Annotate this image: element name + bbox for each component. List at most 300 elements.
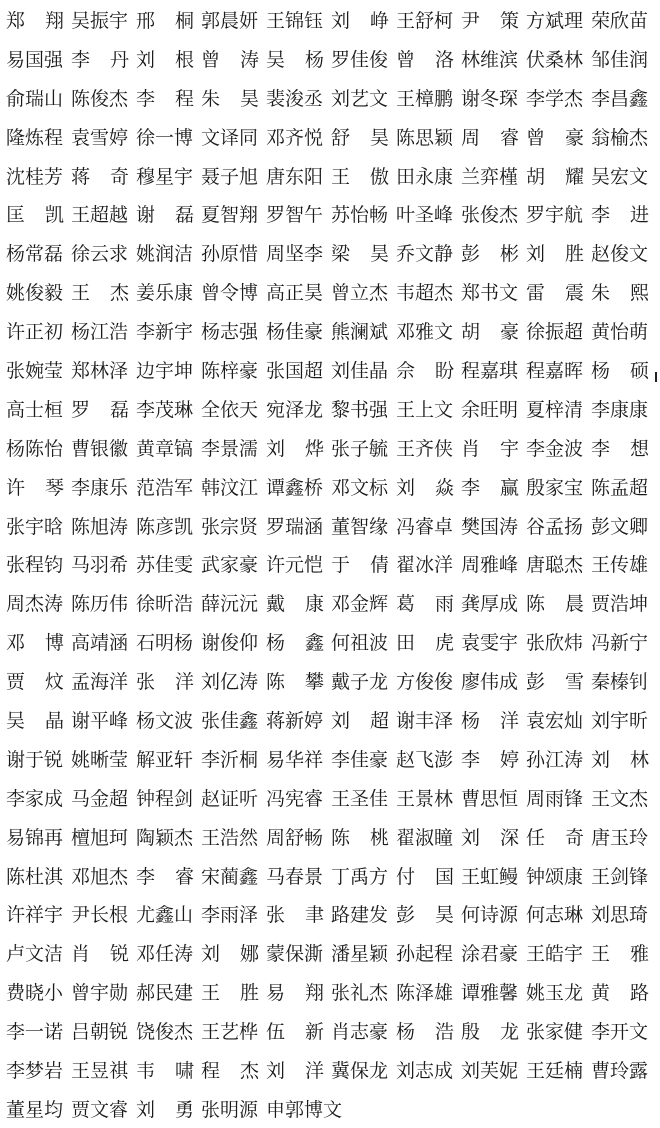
name-entry: 黄 路 [591, 982, 649, 1005]
name-entry: 武家豪 [201, 554, 259, 577]
name-entry: 张婉莹 [6, 359, 64, 382]
name-entry: 王廷楠 [526, 1059, 584, 1082]
name-entry: 郑 翔 [6, 9, 64, 32]
name-entry: 彭文卿 [591, 515, 649, 538]
name-entry: 钟颂康 [526, 865, 584, 888]
name-entry: 林维滨 [461, 48, 519, 71]
name-entry: 易国强 [6, 48, 64, 71]
name-entry: 张欣炜 [526, 632, 584, 655]
name-entry: 杨陈怡 [6, 437, 64, 460]
name-entry: 陈俊杰 [71, 87, 129, 110]
name-entry: 刘 根 [136, 48, 194, 71]
name-entry: 董智缘 [331, 515, 389, 538]
name-entry: 郭晨妍 [201, 9, 259, 32]
name-entry: 陈思颖 [396, 126, 454, 149]
name-entry: 余旺明 [461, 398, 519, 421]
name-entry: 徐振超 [526, 321, 584, 344]
name-entry: 刘亿涛 [201, 671, 259, 694]
name-entry: 唐聪杰 [526, 554, 584, 577]
name-entry: 袁雯宇 [461, 632, 519, 655]
name-entry: 孙原惜 [201, 243, 259, 266]
name-entry: 刘佳晶 [331, 359, 389, 382]
name-entry: 蒋 奇 [71, 165, 129, 188]
name-entry: 全依天 [201, 398, 259, 421]
name-entry: 穆星宇 [136, 165, 194, 188]
name-entry: 王虹鳗 [461, 865, 519, 888]
name-entry: 韦 啸 [136, 1059, 194, 1082]
name-entry: 李茂琳 [136, 398, 194, 421]
name-entry: 刘 深 [461, 826, 519, 849]
name-entry: 陶颖杰 [136, 826, 194, 849]
name-entry: 苏佳雯 [136, 554, 194, 577]
name-entry: 邓齐悦 [266, 126, 324, 149]
name-entry: 张 聿 [266, 904, 324, 927]
name-entry: 陈泽雄 [396, 982, 454, 1005]
name-entry: 蒋新婷 [266, 709, 324, 732]
name-entry: 孙江涛 [526, 748, 584, 771]
name-row [6, 194, 656, 233]
name-entry: 张宇晗 [6, 515, 64, 538]
name-entry: 翁榆杰 [591, 126, 649, 149]
name-entry: 吴 杨 [266, 48, 324, 71]
name-entry: 徐云求 [71, 243, 129, 266]
name-entry: 邓 博 [6, 632, 64, 655]
name-entry: 费晓小 [6, 982, 64, 1005]
name-entry: 夏梓清 [526, 398, 584, 421]
name-entry: 聂子旭 [201, 165, 259, 188]
name-entry: 谢 磊 [136, 204, 194, 227]
name-row [6, 311, 656, 350]
name-entry: 曾 涛 [201, 48, 259, 71]
name-row [6, 933, 656, 972]
name-entry: 李雨泽 [201, 904, 259, 927]
name-entry: 谢于锐 [6, 748, 64, 771]
name-entry: 曾 豪 [526, 126, 584, 149]
name-entry: 廖伟成 [461, 671, 519, 694]
name-row [6, 389, 656, 428]
name-entry: 曾宇勋 [71, 982, 129, 1005]
name-entry: 陈 晨 [526, 593, 584, 616]
name-entry: 吴振宇 [71, 9, 129, 32]
name-entry: 尤鑫山 [136, 904, 194, 927]
name-entry: 蒙保澌 [266, 943, 324, 966]
name-entry: 谢冬琛 [461, 87, 519, 110]
name-entry: 方斌理 [526, 9, 584, 32]
name-entry: 王锦钰 [266, 9, 324, 32]
name-entry: 夏智翔 [201, 204, 259, 227]
name-entry: 戴子龙 [331, 671, 389, 694]
name-entry: 边宇坤 [136, 359, 194, 382]
name-entry: 程 杰 [201, 1059, 259, 1082]
name-row [6, 156, 656, 195]
name-entry: 翟冰洋 [396, 554, 454, 577]
name-entry: 裴浚丞 [266, 87, 324, 110]
name-entry: 姚晰莹 [71, 748, 129, 771]
name-entry: 王上文 [396, 398, 454, 421]
name-entry: 郝民建 [136, 982, 194, 1005]
name-entry: 苏怡畅 [331, 204, 389, 227]
name-entry: 尹长根 [71, 904, 129, 927]
name-entry: 舒 昊 [331, 126, 389, 149]
name-entry: 刘宇昕 [591, 709, 649, 732]
name-entry: 杨 浩 [396, 1021, 454, 1044]
name-entry: 周坚李 [266, 243, 324, 266]
name-entry: 贾浩坤 [591, 593, 649, 616]
name-entry: 邢 桐 [136, 9, 194, 32]
name-entry: 刘芙妮 [461, 1059, 519, 1082]
name-entry: 杨志强 [201, 321, 259, 344]
name-entry: 李新宇 [136, 321, 194, 344]
name-entry: 徐昕浩 [136, 593, 194, 616]
name-entry: 尹 策 [461, 9, 519, 32]
name-entry: 陈孟超 [591, 476, 649, 499]
name-row [6, 972, 656, 1011]
name-entry: 许元恺 [266, 554, 324, 577]
name-entry: 马金超 [71, 787, 129, 810]
name-entry: 贾文睿 [71, 1098, 129, 1121]
name-entry: 李康康 [591, 398, 649, 421]
name-row [6, 544, 656, 583]
name-entry: 曹银徽 [71, 437, 129, 460]
name-entry: 李 进 [591, 204, 649, 227]
name-entry: 王 傲 [331, 165, 389, 188]
name-row [6, 78, 656, 117]
name-entry: 周舒畅 [266, 826, 324, 849]
name-entry: 杨文波 [136, 709, 194, 732]
name-entry: 李昌鑫 [591, 87, 649, 110]
name-entry: 韩汶江 [201, 476, 259, 499]
name-entry: 张 洋 [136, 671, 194, 694]
name-entry: 雷 震 [526, 282, 584, 305]
name-entry: 许正初 [6, 321, 64, 344]
name-entry: 谢平峰 [71, 709, 129, 732]
name-entry: 王文杰 [591, 787, 649, 810]
name-entry: 兰弈槿 [461, 165, 519, 188]
name-entry: 薛沅沅 [201, 593, 259, 616]
name-entry: 高靖涵 [71, 632, 129, 655]
name-entry: 郑林泽 [71, 359, 129, 382]
name-entry: 李 睿 [136, 865, 194, 888]
name-entry: 戴 康 [266, 593, 324, 616]
name-entry: 张宗贤 [201, 515, 259, 538]
name-entry: 刘 洋 [266, 1059, 324, 1082]
name-entry: 刘艺文 [331, 87, 389, 110]
name-entry: 何诗源 [461, 904, 519, 927]
name-entry: 曹玲露 [591, 1059, 649, 1082]
name-row [6, 350, 656, 389]
name-entry: 叶圣峰 [396, 204, 454, 227]
name-entry: 王 胜 [201, 982, 259, 1005]
name-row [6, 39, 656, 78]
name-entry: 沈桂芳 [6, 165, 64, 188]
name-entry: 伏桑林 [526, 48, 584, 71]
name-entry: 杨 硕 [591, 359, 649, 382]
name-entry: 申郭博文 [266, 1098, 343, 1121]
name-entry: 方俊俊 [396, 671, 454, 694]
name-entry: 贾 炆 [6, 671, 64, 694]
name-entry: 刘 娜 [201, 943, 259, 966]
name-entry: 黎书强 [331, 398, 389, 421]
name-entry: 俞瑞山 [6, 87, 64, 110]
name-row [6, 622, 656, 661]
name-row [6, 272, 656, 311]
name-entry: 丁禹方 [331, 865, 389, 888]
name-entry: 张家健 [526, 1021, 584, 1044]
name-entry: 程嘉琪 [461, 359, 519, 382]
name-entry: 殷家宝 [526, 476, 584, 499]
name-entry: 许 琴 [6, 476, 64, 499]
name-entry: 何祖波 [331, 632, 389, 655]
name-entry: 董星均 [6, 1098, 64, 1121]
name-entry: 周雅峰 [461, 554, 519, 577]
name-entry: 肖志豪 [331, 1021, 389, 1044]
name-entry: 罗 磊 [71, 398, 129, 421]
name-entry: 杨 鑫 [266, 632, 324, 655]
name-entry: 冯宪睿 [266, 787, 324, 810]
name-entry: 吴 晶 [6, 709, 64, 732]
name-row [6, 0, 656, 39]
name-row [6, 1050, 656, 1089]
name-entry: 谢俊仰 [201, 632, 259, 655]
name-entry: 饶俊杰 [136, 1021, 194, 1044]
name-entry: 殷 龙 [461, 1021, 519, 1044]
name-entry: 李 赢 [461, 476, 519, 499]
name-row [6, 428, 656, 467]
name-entry: 姚润洁 [136, 243, 194, 266]
name-row [6, 700, 656, 739]
name-entry: 高正昊 [266, 282, 324, 305]
name-entry: 石明杨 [136, 632, 194, 655]
name-entry: 李一诺 [6, 1021, 64, 1044]
name-entry: 易 翔 [266, 982, 324, 1005]
name-row [6, 506, 656, 545]
name-entry: 谢丰泽 [396, 709, 454, 732]
name-entry: 周 睿 [461, 126, 519, 149]
name-entry: 胡 耀 [526, 165, 584, 188]
name-entry: 陈历伟 [71, 593, 129, 616]
name-entry: 荣欣苗 [591, 9, 649, 32]
name-entry: 程嘉晖 [526, 359, 584, 382]
name-entry: 王传雄 [591, 554, 649, 577]
name-entry: 张礼杰 [331, 982, 389, 1005]
name-entry: 王 杰 [71, 282, 129, 305]
name-entry: 陈 桃 [331, 826, 389, 849]
name-entry: 朱 熙 [591, 282, 649, 305]
name-entry: 潘星颖 [331, 943, 389, 966]
name-entry: 宛泽龙 [266, 398, 324, 421]
name-entry: 文译同 [201, 126, 259, 149]
name-row [6, 233, 656, 272]
name-entry: 张佳鑫 [201, 709, 259, 732]
name-entry: 易锦再 [6, 826, 64, 849]
name-entry: 冯睿卓 [396, 515, 454, 538]
name-entry: 王皓宇 [526, 943, 584, 966]
name-entry: 李家成 [6, 787, 64, 810]
name-entry: 刘 烨 [266, 437, 324, 460]
name-entry: 胡 豪 [461, 321, 519, 344]
name-entry: 袁宏灿 [526, 709, 584, 732]
name-entry: 冯新宁 [591, 632, 649, 655]
name-entry: 王圣佳 [331, 787, 389, 810]
name-entry: 张俊杰 [461, 204, 519, 227]
name-entry: 马春景 [266, 865, 324, 888]
name-row [6, 739, 656, 778]
name-entry: 赵俊文 [591, 243, 649, 266]
name-entry: 李佳豪 [331, 748, 389, 771]
name-entry: 曾立杰 [331, 282, 389, 305]
name-entry: 李康乐 [71, 476, 129, 499]
name-entry: 朱 昊 [201, 87, 259, 110]
name-entry: 钟程剑 [136, 787, 194, 810]
name-entry: 罗瑞涵 [266, 515, 324, 538]
name-entry: 谭雅馨 [461, 982, 519, 1005]
name-entry: 解亚轩 [136, 748, 194, 771]
name-entry: 王剑锋 [591, 865, 649, 888]
name-entry: 孙起程 [396, 943, 454, 966]
name-entry: 赵飞澎 [396, 748, 454, 771]
name-entry: 刘 峥 [331, 9, 389, 32]
name-entry: 王艺桦 [201, 1021, 259, 1044]
name-entry: 李金波 [526, 437, 584, 460]
name-list-grid [6, 0, 656, 1128]
name-entry: 姚玉龙 [526, 982, 584, 1005]
name-row [6, 661, 656, 700]
name-entry: 刘 胜 [526, 243, 584, 266]
name-entry: 曹思恒 [461, 787, 519, 810]
name-entry: 隆炼程 [6, 126, 64, 149]
name-entry: 王齐侠 [396, 437, 454, 460]
name-entry: 路建发 [331, 904, 389, 927]
name-entry: 邓金辉 [331, 593, 389, 616]
name-entry: 陈杜淇 [6, 865, 64, 888]
name-entry: 陈 攀 [266, 671, 324, 694]
name-row [6, 117, 656, 156]
name-entry: 刘 超 [331, 709, 389, 732]
name-entry: 乔文静 [396, 243, 454, 266]
name-entry: 徐一博 [136, 126, 194, 149]
name-entry: 杨佳豪 [266, 321, 324, 344]
name-entry: 宋蔺鑫 [201, 865, 259, 888]
name-entry: 罗宇航 [526, 204, 584, 227]
name-entry: 于 倩 [331, 554, 389, 577]
name-entry: 刘 林 [591, 748, 649, 771]
name-entry: 王樟鹏 [396, 87, 454, 110]
name-entry: 邹佳润 [591, 48, 649, 71]
name-entry: 李 丹 [71, 48, 129, 71]
name-entry: 龚厚成 [461, 593, 519, 616]
name-entry: 曾 洛 [396, 48, 454, 71]
name-entry: 彭 彬 [461, 243, 519, 266]
name-entry: 李 婷 [461, 748, 519, 771]
name-row [6, 856, 656, 895]
name-entry: 樊国涛 [461, 515, 519, 538]
name-entry: 彭 昊 [396, 904, 454, 927]
name-entry: 范浩军 [136, 476, 194, 499]
name-entry: 姚俊毅 [6, 282, 64, 305]
name-entry: 杨江浩 [71, 321, 129, 344]
name-entry: 王舒柯 [396, 9, 454, 32]
name-entry: 刘思琦 [591, 904, 649, 927]
name-entry: 李景濡 [201, 437, 259, 460]
name-entry: 邓雅文 [396, 321, 454, 344]
name-entry: 李学杰 [526, 87, 584, 110]
name-entry: 李沂桐 [201, 748, 259, 771]
name-entry: 杨 洋 [461, 709, 519, 732]
name-entry: 张国超 [266, 359, 324, 382]
name-row [6, 1089, 656, 1128]
name-entry: 任 奇 [526, 826, 584, 849]
name-entry: 赵证听 [201, 787, 259, 810]
name-entry: 罗智午 [266, 204, 324, 227]
name-entry: 王景林 [396, 787, 454, 810]
name-entry: 周杰涛 [6, 593, 64, 616]
name-entry: 刘 勇 [136, 1098, 194, 1121]
name-entry: 罗佳俊 [331, 48, 389, 71]
name-entry: 曾令博 [201, 282, 259, 305]
name-entry: 张明源 [201, 1098, 259, 1121]
name-entry: 熊澜斌 [331, 321, 389, 344]
name-entry: 付 国 [396, 865, 454, 888]
name-entry: 李 想 [591, 437, 649, 460]
name-entry: 邓旭杰 [71, 865, 129, 888]
name-entry: 佘 盼 [396, 359, 454, 382]
name-entry: 李梦岩 [6, 1059, 64, 1082]
name-entry: 谷孟扬 [526, 515, 584, 538]
name-entry: 张子毓 [331, 437, 389, 460]
name-row [6, 778, 656, 817]
name-entry: 何志琳 [526, 904, 584, 927]
name-entry: 唐玉玲 [591, 826, 649, 849]
name-entry: 卢文洁 [6, 943, 64, 966]
name-entry: 张程钧 [6, 554, 64, 577]
name-entry: 葛 雨 [396, 593, 454, 616]
name-entry: 陈彦凯 [136, 515, 194, 538]
name-entry: 孟海洋 [71, 671, 129, 694]
name-entry: 伍 新 [266, 1021, 324, 1044]
name-entry: 吕朝锐 [71, 1021, 129, 1044]
name-entry: 黄章镐 [136, 437, 194, 460]
name-entry: 秦榛钊 [591, 671, 649, 694]
name-row [6, 467, 656, 506]
name-entry: 邓任涛 [136, 943, 194, 966]
name-row [6, 817, 656, 856]
name-entry: 王超越 [71, 204, 129, 227]
name-row [6, 894, 656, 933]
name-entry: 郑书文 [461, 282, 519, 305]
name-entry: 王昱祺 [71, 1059, 129, 1082]
name-entry: 杨常磊 [6, 243, 64, 266]
name-entry: 韦超杰 [396, 282, 454, 305]
name-entry: 吴宏文 [591, 165, 649, 188]
name-entry: 唐东阳 [266, 165, 324, 188]
name-entry: 刘志成 [396, 1059, 454, 1082]
name-entry: 李开文 [591, 1021, 649, 1044]
name-entry: 谭鑫桥 [266, 476, 324, 499]
name-entry: 涂君豪 [461, 943, 519, 966]
text-cursor-mark [655, 372, 657, 382]
name-entry: 周雨锋 [526, 787, 584, 810]
name-row [6, 583, 656, 622]
name-entry: 陈梓豪 [201, 359, 259, 382]
name-entry: 彭 雪 [526, 671, 584, 694]
name-entry: 肖 宇 [461, 437, 519, 460]
name-entry: 陈旭涛 [71, 515, 129, 538]
name-entry: 李 程 [136, 87, 194, 110]
name-entry: 高士桓 [6, 398, 64, 421]
name-entry: 许祥宇 [6, 904, 64, 927]
name-entry: 冀保龙 [331, 1059, 389, 1082]
name-entry: 肖 锐 [71, 943, 129, 966]
